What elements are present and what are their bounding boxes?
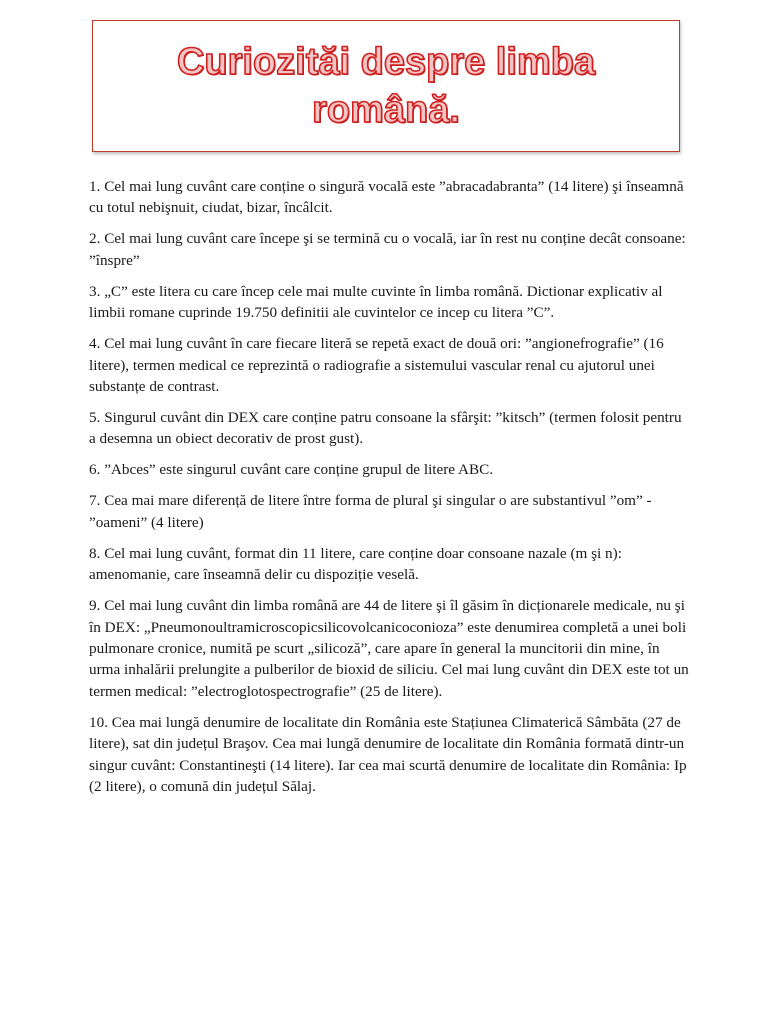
paragraph-1: 1. Cel mai lung cuvânt care conține o singură vocală este ”abracadabranta” (14 litere) şi înseamnă cu totul nebişnuit, ciudat, bizar, încâlcit. <box>89 178 684 217</box>
paragraph-3: 3. „C” este litera cu care încep cele mai multe cuvinte în limba română. Dictionar explicativ al limbii romane cuprinde 19.750 definitii ale cuvintelor ce incep cu litera ”C”. <box>89 282 663 322</box>
title-box <box>92 20 680 152</box>
document-body <box>89 176 689 807</box>
document-title: Curiozităi despre limba română. <box>176 41 596 131</box>
paragraph-9: 9. Cel mai lung cuvânt din limba română are 44 de litere şi îl găsim în dicționarele medicale, nu şi în DEX: „Pneumonoultramicroscopicsilicovolcanicoconioza” este denumirea completă a unei boli pulmonare cronice, numită pe scurt „silicoză”, care apare în general la muncitorii din mine, în urma inhalării prelungite a pulberilor de bioxid de siliciu. Cel mai lung cuvânt din DEX este tot un termen medical: ”electroglotospectrografie” (25 de litere). <box>89 597 689 700</box>
paragraph-4: 4. Cel mai lung cuvânt în care fiecare literă se repetă exact de două ori: ”angionefrografie” (16 litere), termen medical ce reprezintă o radiografie a sistemului vascular renal cu ajutorul unei substanțe de contrast. <box>89 335 664 396</box>
paragraph-5: 5. Singurul cuvânt din DEX care conține patru consoane la sfârşit: ”kitsch” (termen folosit pentru a desemna un obiect decorativ de prost gust). <box>89 409 682 448</box>
paragraph-6: 6. ”Abces” este singurul cuvânt care conține grupul de litere ABC. <box>89 461 494 479</box>
paragraph-10: 10. Cea mai lungă denumire de localitate din România este Stațiunea Climaterică Sâmbăta (27 de litere), sat din județul Braşov. Cea mai lungă denumire de localitate din România formată dintr-un singur cuvânt: Constantineşti (14 litere). Iar cea mai scurtă denumire de localitate din România: Ip (2 litere), o comună din județul Sălaj. <box>89 713 687 796</box>
paragraph-7: 7. Cea mai mare diferență de litere între forma de plural şi singular o are substantivul ”om” - ”oameni” (4 litere) <box>89 492 652 531</box>
paragraph-2: 2. Cel mai lung cuvânt care începe şi se termină cu o vocală, iar în rest nu conține decât consoane: ”înspre” <box>89 230 686 269</box>
paragraph-8: 8. Cel mai lung cuvânt, format din 11 litere, care conține doar consoane nazale (m şi n): amenomanie, care înseamnă delir cu dispoziție veselă. <box>89 544 622 584</box>
